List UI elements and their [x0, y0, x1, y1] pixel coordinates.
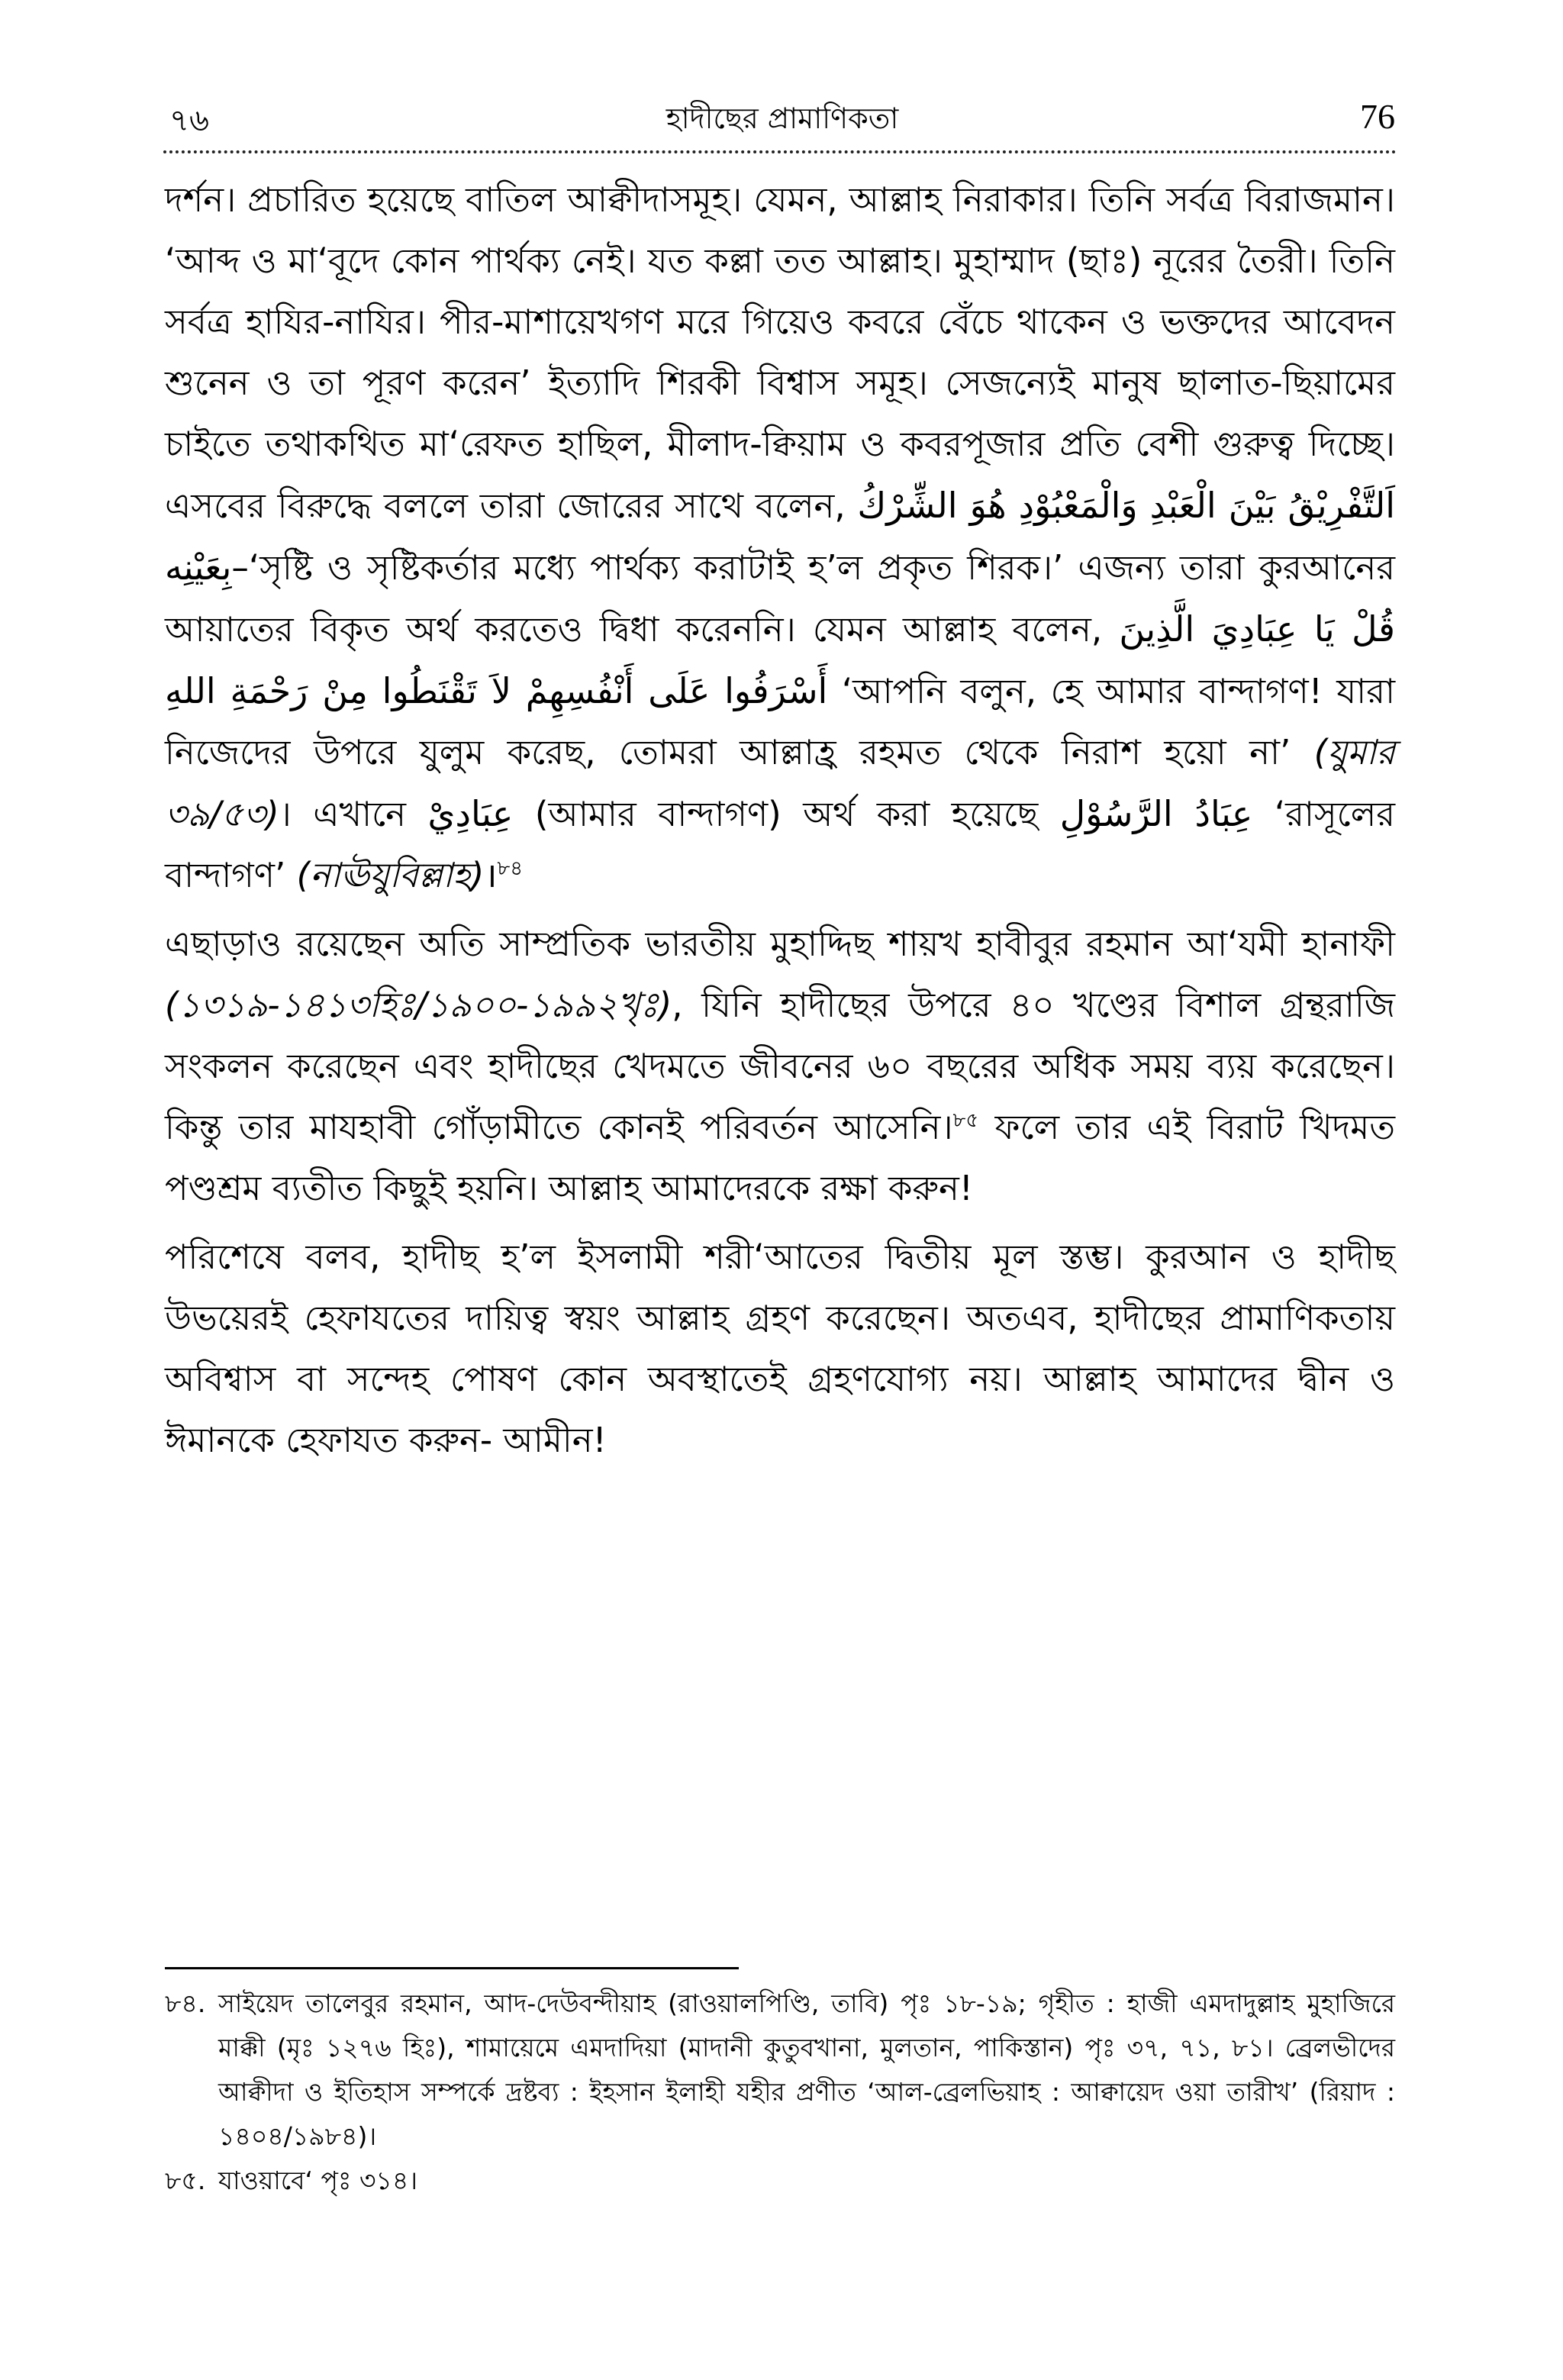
running-title: হাদীছের প্রামাণিকতা — [665, 102, 899, 135]
paragraph-text: (আমার বান্দাগণ) অর্থ করা হয়েছে — [534, 794, 1039, 834]
paragraph-text: এছাড়াও রয়েছেন অতি সাম্প্রতিক ভারতীয় মুহাদ্দিছ শায়খ হাবীবুর রহমান আ‘যমী হানাফী — [165, 924, 1395, 964]
arabic-verse: قُلْ يَا عِبَادِيَ الَّذِينَ أَسْرَفُوا عَلَى أَنْفُسِهِمْ لاَ تَقْنَطُوا مِنْ رَحْمَةِ اللهِ — [165, 608, 1395, 711]
footnote-number: ৮৫. — [165, 2166, 206, 2195]
paragraph-text: , যিনি হাদীছের উপরে ৪০ খণ্ডের বিশাল গ্রন্থরাজি সংকলন করেছেন এবং হাদীছের খেদমতে জীবনের ৬০ বছরের অধিক সময় ব্যয় করেছেন। কিন্তু তার মাযহাবী গোঁড়ামীতে কোনই পরিবর্তন আসেনি। — [165, 985, 1395, 1147]
paragraph-text: ‘রাসূলের বান্দাগণ’ — [165, 794, 1396, 895]
inline-remark: (নাঊযুবিল্লাহ) — [296, 855, 485, 895]
footnote-text: সাইয়েদ তালেবুর রহমান, আদ-দেউবন্দীয়াহ (রাওয়ালপিণ্ডি, তাবি) পৃঃ ১৮-১৯; গৃহীত : হাজী এমদাদুল্লাহ মুহাজিরে মাক্কী (মৃঃ ১২৭৬ হিঃ), শামায়েমে এমদাদিয়া (মাদানী কুতুবখানা, মুলতান, পাকিস্তান) পৃঃ ৩৭, ৭১, ৮১। ব্রেলভীদের আক্বীদা ও ইতিহাস সম্পর্কে দ্রষ্টব্য : ইহসান ইলাহী যহীর প্রণীত ‘আল-ব্রেলভিয়াহ : আক্বায়েদ ওয়া তারীখ’ (রিয়াদ : ১৪০৪/১৯৮৪)। — [218, 1988, 1396, 2151]
paragraph-1 — [165, 169, 1395, 906]
footnote-number: ৮৪. — [165, 1988, 206, 2018]
paragraph-2 — [165, 914, 1395, 1219]
footnote-separator — [165, 1967, 739, 1969]
paragraph-text: ফলে তার এই বিরাট খিদমত পণ্ডশ্রম ব্যতীত কিছুই হয়নি। আল্লাহ আমাদেরকে রক্ষা করুন! — [165, 1107, 1395, 1208]
main-text — [165, 169, 1395, 1471]
footnotes — [165, 1982, 1395, 2203]
page-number-english: 76 — [1360, 97, 1395, 136]
footnote-marker: ৮৫ — [952, 1109, 979, 1132]
arabic-word: عِبَادِيْ — [427, 793, 514, 834]
footnote-item — [165, 2159, 1395, 2203]
paragraph-text: । — [484, 855, 498, 895]
footnote-marker: ৮৪ — [497, 857, 524, 880]
footnote-text: যাওয়াবে‘ পৃঃ ৩১৪। — [218, 2166, 418, 2195]
paragraph-text: পরিশেষে বলব, হাদীছ হ’ল ইসলামী শরী‘আতের দ্বিতীয় মূল স্তম্ভ। কুরআন ও হাদীছ উভয়েরই হেফাযতের দায়িত্ব স্বয়ং আল্লাহ গ্রহণ করেছেন। অতএব, হাদীছের প্রামাণিকতায় অবিশ্বাস বা সন্দেহ পোষণ কোন অবস্থাতেই গ্রহণযোগ্য নয়। আল্লাহ আমাদের দ্বীন ও ঈমানকে হেফাযত করুন- আমীন! — [165, 1237, 1395, 1460]
arabic-phrase: عِبَادُ الرَّسُوْلِ — [1059, 793, 1253, 834]
paragraph-text: –‘সৃষ্টি ও সৃষ্টিকর্তার মধ্যে পার্থক্য করাটাই হ’ল প্রকৃত শিরক।’ এজন্য তারা কুরআনের আয়াতের বিকৃত অর্থ করতেও দ্বিধা করেননি। যেমন আল্লাহ বলেন, — [165, 547, 1395, 650]
paragraph-text: । এখানে — [279, 794, 407, 834]
running-header — [169, 96, 1395, 144]
paragraph-text: ‘আপনি বলুন, হে আমার বান্দাগণ! যারা নিজেদের উপরে যুলুম করেছ, তোমরা আল্লাহ্র রহমত থেকে নিরাশ হয়ো না’ — [165, 671, 1396, 772]
verse-reference: (যুমার ৩৯/৫৩) — [165, 732, 1395, 834]
arabic-quote: اَلتَّفْرِيْقُ بَيْنَ الْعَبْدِ وَالْمَعْبُوْدِ هُوَ الشِّرْكُ بِعَيْنِه — [165, 485, 1395, 588]
date-range: (১৩১৯-১৪১৩হিঃ/১৯০০-১৯৯২খৃঃ) — [165, 985, 672, 1025]
paragraph-text: দর্শন। প্রচারিত হয়েছে বাতিল আক্বীদাসমূহ। যেমন, আল্লাহ নিরাকার। তিনি সর্বত্র বিরাজমান। ‘আব্দ ও মা‘বূদে কোন পার্থক্য নেই। যত কল্লা তত আল্লাহ। মুহাম্মাদ (ছাঃ) নূরের তৈরী। তিনি সর্বত্র হাযির-নাযির। পীর-মাশায়েখগণ মরে গিয়েও কবরে বেঁচে থাকেন ও ভক্তদের আবেদন শুনেন ও তা পূরণ করেন’ ইত্যাদি শিরকী বিশ্বাস সমূহ। সেজন্যেই মানুষ ছালাত-ছিয়ামের চাইতে তথাকথিত মা‘রেফত হাছিল, মীলাদ-ক্বিয়াম ও কবরপূজার প্রতি বেশী গুরুত্ব দিচ্ছে। এসবের বিরুদ্ধে বললে তারা জোরের সাথে বলেন, — [165, 179, 1395, 526]
paragraph-3 — [165, 1227, 1395, 1471]
header-dotted-rule — [163, 150, 1397, 153]
page-number-bengali: ৭৬ — [169, 103, 210, 138]
footnote-item — [165, 1982, 1395, 2159]
